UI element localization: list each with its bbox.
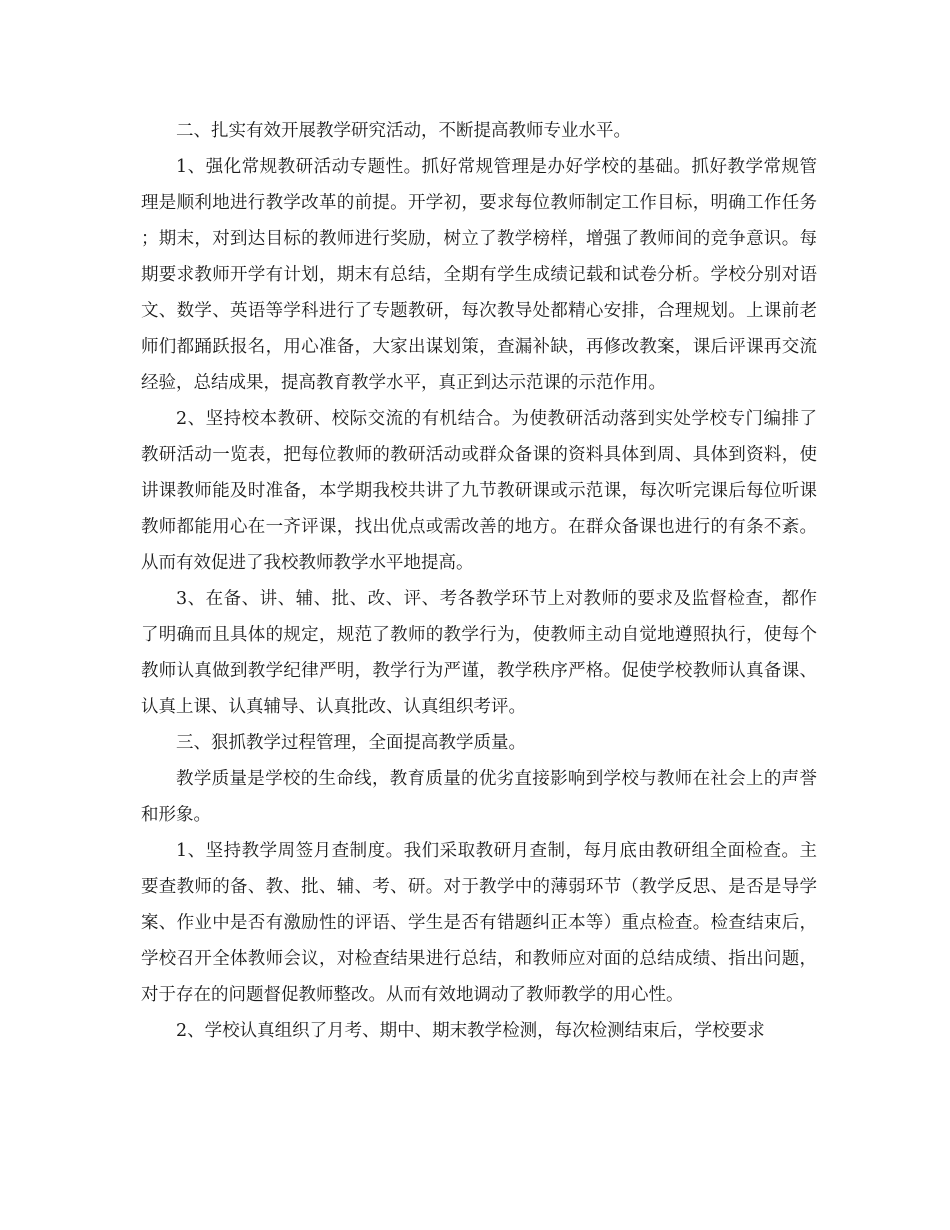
section-heading-2: 二、扎实有效开展教学研究活动，不断提高教师专业水平。 bbox=[176, 121, 631, 141]
paragraph-3-intro: 教学质量是学校的生命线，教育质量的优劣直接影响到学校与教师在社会上的声誉和形象。 bbox=[141, 769, 817, 825]
paragraph-3-1: 1、坚持教学周签月查制度。我们采取教研月查制，每月底由教研组全面检查。主要查教师的备、教、批、辅、考、研。对于教学中的薄弱环节（教学反思、是否是导学案、作业中是否有激励性的评语、学生是否有错题纠正本等）重点检查。检查结束后，学校召开全体教师会议，对检查结果进行总结，和教师应对面的总结成绩、指出问题，对于存在的问题督促教师整改。从而有效地调动了教师教学的用心性。 bbox=[141, 841, 817, 1005]
paragraph-2-3: 3、在备、讲、辅、批、改、评、考各教学环节上对教师的要求及监督检查，都作了明确而且具体的规定，规范了教师的教学行为，使教师主动自觉地遵照执行，使每个教师认真做到教学纪律严明，教学行为严谨，教学秩序严格。促使学校教师认真备课、认真上课、认真辅导、认真批改、认真组织考评。 bbox=[141, 589, 817, 717]
paragraph-2-1: 1、强化常规教研活动专题性。抓好常规管理是办好学校的基础。抓好教学常规管理是顺利地进行教学改革的前提。开学初，要求每位教师制定工作目标，明确工作任务；期末，对到达目标的教师进行奖励，树立了教学榜样，增强了教师间的竞争意识。每期要求教师开学有计划，期末有总结，全期有学生成绩记载和试卷分析。学校分别对语文、数学、英语等学科进行了专题教研，每次教导处都精心安排，合理规划。上课前老师们都踊跃报名，用心准备，大家出谋划策，查漏补缺，再修改教案，课后评课再交流经验，总结成果，提高教育教学水平，真正到达示范课的示范作用。 bbox=[141, 157, 817, 393]
document-body bbox=[141, 113, 817, 1049]
section-heading-3: 三、狠抓教学过程管理，全面提高教学质量。 bbox=[176, 733, 526, 753]
paragraph-3-2: 2、学校认真组织了月考、期中、期末教学检测，每次检测结束后，学校要求 bbox=[176, 1021, 765, 1041]
paragraph-2-2: 2、坚持校本教研、校际交流的有机结合。为使教研活动落到实处学校专门编排了教研活动一览表，把每位教师的教研活动或群众备课的资料具体到周、具体到资料，使讲课教师能及时准备，本学期我校共讲了九节教研课或示范课，每次听完课后每位听课教师都能用心在一齐评课，找出优点或需改善的地方。在群众备课也进行的有条不紊。从而有效促进了我校教师教学水平地提高。 bbox=[141, 409, 817, 573]
